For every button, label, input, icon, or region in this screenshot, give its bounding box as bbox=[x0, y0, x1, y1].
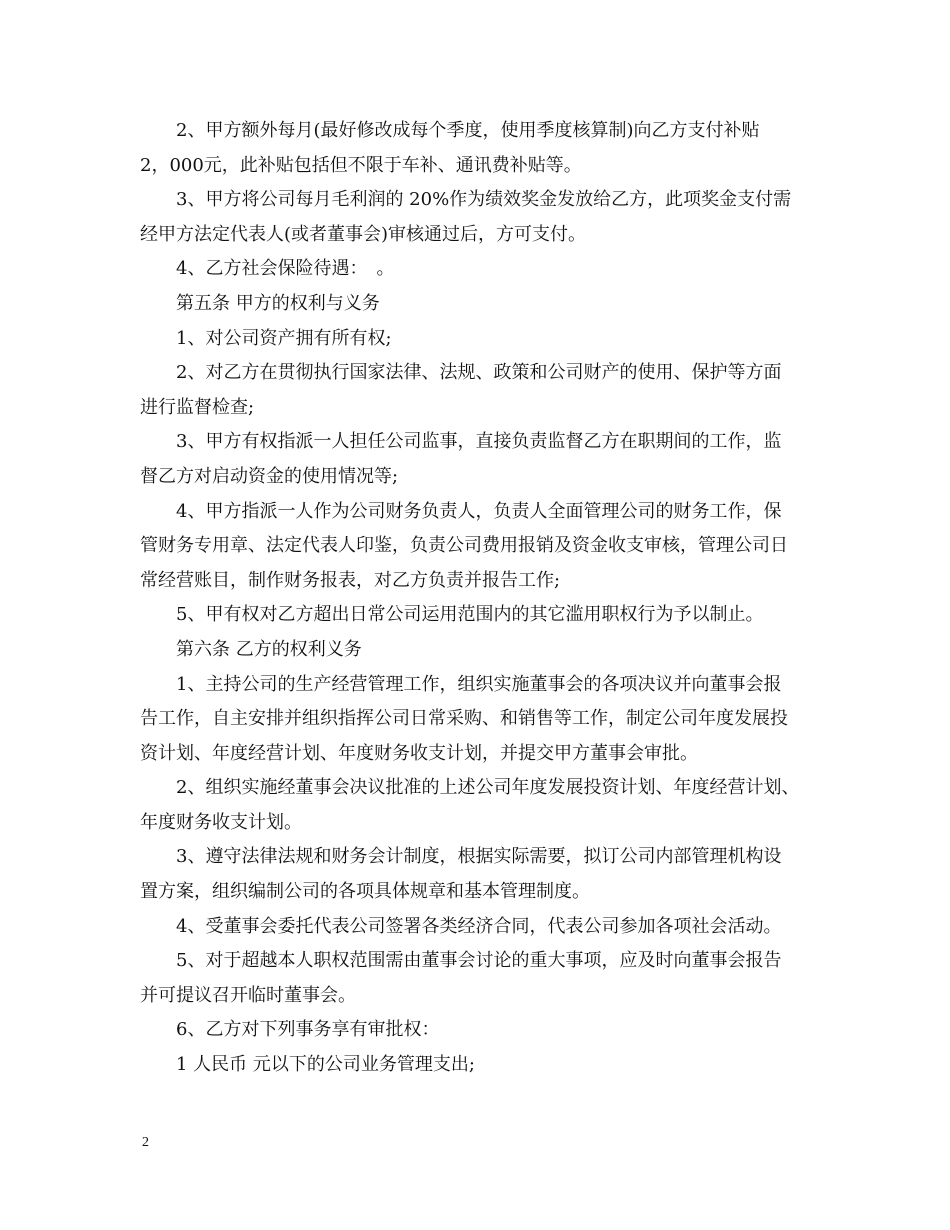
section-heading: 第五条 甲方的权利与义务 bbox=[176, 292, 380, 314]
text-line: 5、对于超越本人职权范围需由董事会讨论的重大事项，应及时向董事会报告 bbox=[176, 950, 782, 972]
document-body bbox=[140, 114, 812, 1083]
text-line: 年度财务收支计划。 bbox=[140, 811, 302, 833]
text-line: 置方案，组织编制公司的各项具体规章和基本管理制度。 bbox=[140, 881, 590, 903]
text-line: 经甲方法定代表人(或者董事会)审核通过后，方可支付。 bbox=[140, 223, 587, 245]
text-line: 5、甲有权对乙方超出日常公司运用范围内的其它滥用职权行为予以制止。 bbox=[176, 604, 764, 626]
text-line: 2、甲方额外每月(最好修改成每个季度，使用季度核算制)向乙方支付补贴 bbox=[176, 120, 760, 141]
text-line: 常经营账目，制作财务报表，对乙方负责并报告工作; bbox=[140, 569, 561, 591]
text-line: 2、对乙方在贯彻执行国家法律、法规、政策和公司财产的使用、保护等方面 bbox=[176, 362, 782, 384]
text-line: 4、甲方指派一人作为公司财务负责人，负责人全面管理公司的财务工作，保 bbox=[176, 500, 782, 522]
text-line: 1、对公司资产拥有所有权; bbox=[176, 327, 392, 349]
page-number: 2 bbox=[142, 1135, 149, 1150]
text-line: 资计划、年度经营计划、年度财务收支计划，并提交甲方董事会审批。 bbox=[140, 742, 698, 764]
text-line: 2，000元，此补贴包括但不限于车补、通讯费补贴等。 bbox=[140, 154, 582, 176]
text-line: 2、组织实施经董事会决议批准的上述公司年度发展投资计划、年度经营计划、 bbox=[176, 777, 800, 799]
text-line: 6、乙方对下列事务享有审批权： bbox=[176, 1019, 440, 1041]
text-line: 告工作，自主安排并组织指挥公司日常采购、和销售等工作，制定公司年度发展投 bbox=[140, 708, 788, 730]
text-line: 3、甲方有权指派一人担任公司监事，直接负责监督乙方在职期间的工作，监 bbox=[176, 431, 782, 453]
text-line: 并可提议召开临时董事会。 bbox=[140, 984, 356, 1006]
text-line: 3、甲方将公司每月毛利润的 20%作为绩效奖金发放给乙方，此项奖金支付需 bbox=[176, 189, 792, 211]
text-line: 1 人民币 元以下的公司业务管理支出; bbox=[176, 1054, 475, 1076]
text-line: 管财务专用章、法定代表人印鉴，负责公司费用报销及资金收支审核，管理公司日 bbox=[140, 535, 788, 557]
text-line: 4、受董事会委托代表公司签署各类经济合同，代表公司参加各项社会活动。 bbox=[176, 915, 782, 937]
text-line: 督乙方对启动资金的使用情况等; bbox=[140, 465, 399, 487]
section-heading: 第六条 乙方的权利义务 bbox=[176, 638, 362, 660]
text-line: 4、乙方社会保险待遇： 。 bbox=[176, 258, 395, 280]
text-line: 进行监督检查; bbox=[140, 396, 255, 418]
text-line: 1、主持公司的生产经营管理工作，组织实施董事会的各项决议并向董事会报 bbox=[176, 673, 782, 695]
text-line: 3、遵守法律法规和财务会计制度，根据实际需要，拟订公司内部管理机构设 bbox=[176, 846, 782, 868]
